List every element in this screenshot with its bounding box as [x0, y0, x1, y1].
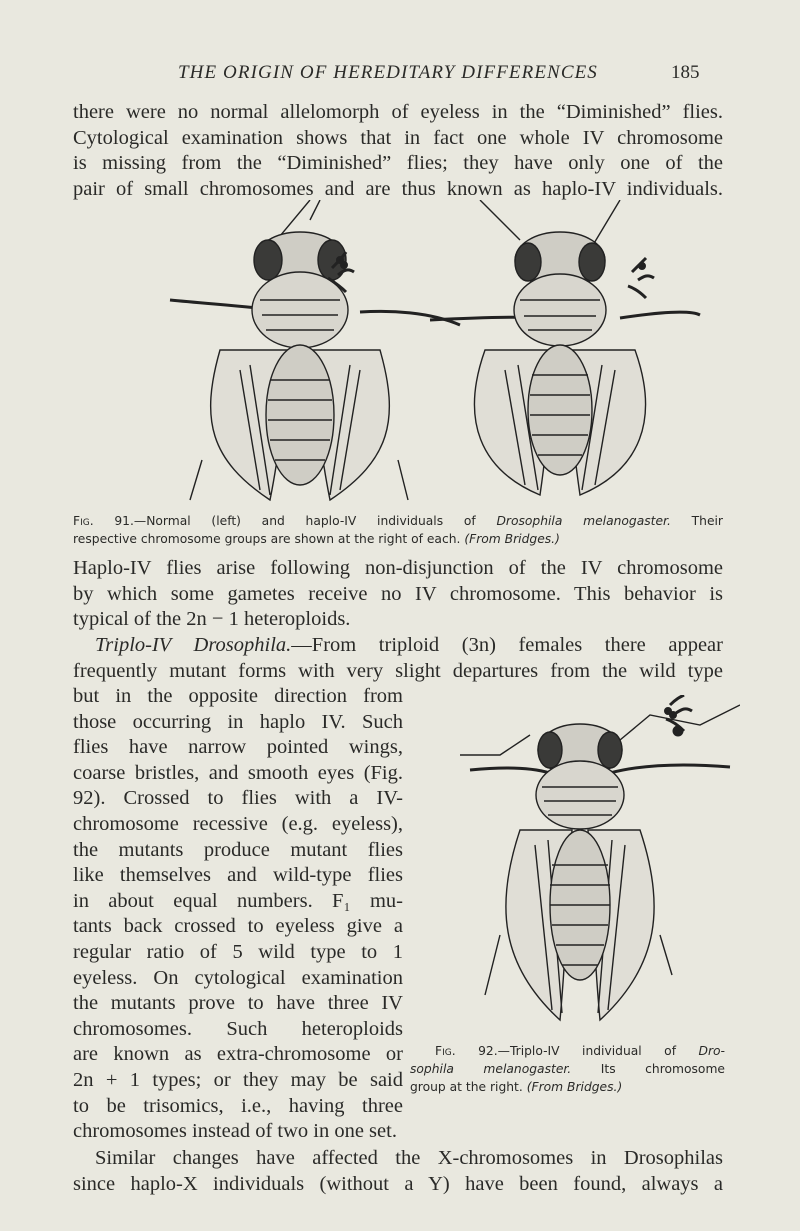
caption-text: Their — [691, 514, 723, 528]
figure-91-illustration — [150, 200, 710, 510]
caption-text: group at the right. — [410, 1080, 523, 1094]
text-line: are known as extra-chromosome or — [73, 1043, 403, 1066]
text-line: Similar changes have affected the X-chromosomes in Drosophilas — [95, 1147, 723, 1169]
page-number: 185 — [671, 62, 700, 83]
text-line: typical of the 2n − 1 heteroploids. — [73, 608, 351, 631]
text-line: is missing from the “Diminished” flies; they have only one of the — [73, 152, 723, 175]
text-line: tants back crossed to eyeless give a — [73, 915, 403, 938]
caption-species: Drosophila melanogaster. — [496, 514, 671, 528]
figure-92-caption — [410, 1042, 725, 1096]
text-line: the mutants produce mutant flies — [73, 838, 403, 861]
paragraph-3 — [73, 633, 723, 684]
paragraph-4 — [73, 1146, 723, 1197]
text-line — [73, 633, 723, 659]
text-line: pair of small chromosomes and are thus known as haplo-IV individuals. — [73, 177, 723, 200]
text-line: Haplo-IV flies arise following non-disjunction of the IV chromosome — [73, 557, 723, 579]
text-line: Cytological examination shows that in fact one whole IV chromosome — [73, 126, 723, 149]
text-line: in about equal numbers. F₁ mu- — [73, 889, 403, 912]
text-line: to be trisomics, i.e., having three — [73, 1094, 403, 1117]
caption-text: Its chromosome — [600, 1062, 725, 1076]
caption-text: 91.—Normal (left) and haplo-IV individuals of — [114, 514, 476, 528]
caption-source: (From Bridges.) — [464, 532, 560, 546]
section-heading: Triplo-IV Drosophila. — [95, 634, 292, 656]
text-line: coarse bristles, and smooth eyes (Fig. — [73, 761, 403, 784]
text-line: frequently mutant forms with very slight departures from the wild type — [73, 659, 723, 682]
text-line: but in the opposite direction from — [73, 685, 403, 707]
fig-label: Fig. — [435, 1044, 456, 1058]
text-line: chromosomes instead of two in one set. — [73, 1120, 397, 1142]
caption-species: sophila melanogaster. — [410, 1062, 572, 1076]
caption-source: (From Bridges.) — [526, 1080, 623, 1094]
text-line: like themselves and wild-type flies — [73, 864, 403, 887]
triplo-iv-fly-drawing — [460, 705, 740, 1020]
caption-text: Dro- — [698, 1044, 725, 1058]
normal-fly-drawing — [170, 200, 460, 500]
text-line: the mutants prove to have three IV — [73, 992, 403, 1015]
running-header — [0, 62, 800, 92]
text-line: 92). Crossed to flies with a IV- — [73, 787, 403, 810]
text-line: 2n + 1 types; or they may be said — [73, 1068, 403, 1091]
text-line: regular ratio of 5 wild type to 1 — [73, 940, 403, 963]
caption-text: respective chromosome groups are shown at the right of each. — [73, 532, 461, 546]
haplo-iv-fly-drawing — [430, 200, 700, 495]
caption-text: 92.—Triplo-IV individual of — [478, 1044, 677, 1058]
text-line: by which some gametes receive no IV chromosome. This behavior is — [73, 582, 723, 605]
haplo-iv-chromosome-group — [628, 258, 654, 298]
figure-92-illustration — [440, 695, 740, 1035]
text-line: since haplo-X individuals (without a Y) have been found, always a — [73, 1172, 723, 1195]
paragraph-2 — [73, 556, 723, 633]
fig-label: Fig. — [73, 514, 94, 528]
paragraph-1 — [73, 100, 723, 202]
text-line: eyeless. On cytological examination — [73, 966, 403, 989]
text-line: flies have narrow pointed wings, — [73, 736, 403, 759]
text-line: there were no normal allelomorph of eyeless in the “Diminished” flies. — [73, 101, 723, 123]
text-line: chromosomes. Such heteroploids — [73, 1017, 403, 1040]
text-line: chromosome recessive (e.g. eyeless), — [73, 812, 403, 835]
text-span: —From triploid (3n) females there appear — [291, 634, 723, 656]
paragraph-3-end — [73, 1119, 723, 1145]
triplo-iv-chromosome-group — [666, 695, 693, 735]
figure-91-caption — [73, 512, 723, 548]
text-line: those occurring in haplo IV. Such — [73, 710, 403, 733]
paragraph-3-narrow-column — [73, 684, 403, 1119]
running-title: THE ORIGIN OF HEREDITARY DIFFERENCES — [178, 62, 598, 83]
